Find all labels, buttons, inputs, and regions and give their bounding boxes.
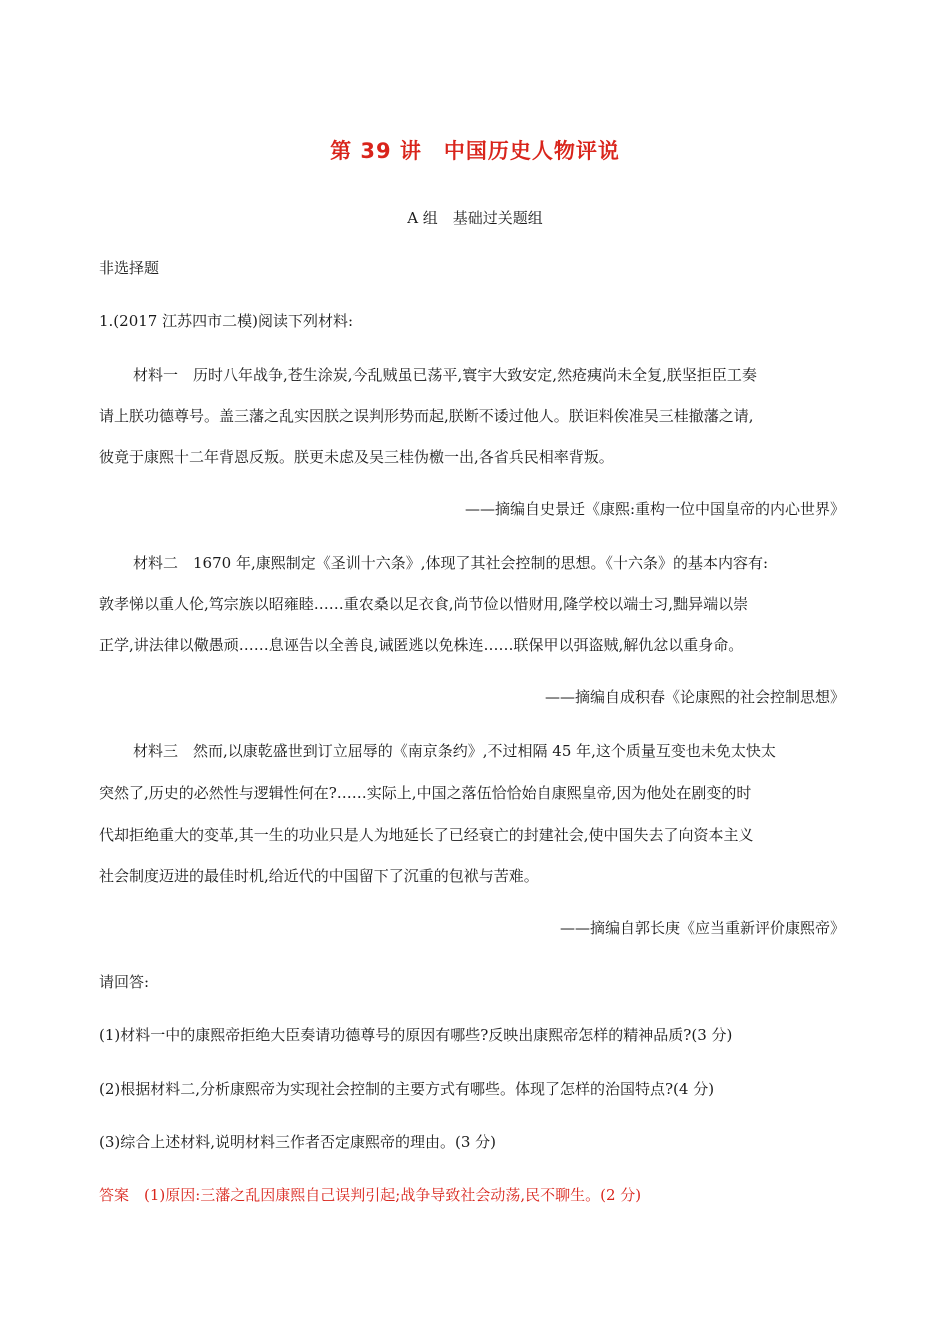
group-title: A 组 基础过关题组 xyxy=(407,209,543,227)
material3-line-3: 代却拒绝重大的变革,其一生的功业只是人为地延长了已经衰亡的封建社会,使中国失去了向资本主义 xyxy=(99,826,754,844)
section-label: 非选择题 xyxy=(99,259,160,277)
material3-line-1: 材料三 然而,以康乾盛世到订立屈辱的《南京条约》,不过相隔 45 年,这个质量互变也未免太快太 xyxy=(133,742,776,760)
material1-line-3: 彼竟于康熙十二年背恩反叛。朕更未虑及吴三桂伪檄一出,各省兵民相率背叛。 xyxy=(99,448,614,466)
page-title: 第 39 讲 中国历史人物评说 xyxy=(330,139,620,163)
question-2: (2)根据材料二,分析康熙帝为实现社会控制的主要方式有哪些。体现了怎样的治国特点?(4 分) xyxy=(99,1080,715,1098)
material2-line-3: 正学,讲法律以儆愚顽……息诬告以全善良,诫匿逃以免株连……联保甲以弭盗贼,解仇忿以重身命。 xyxy=(99,636,744,654)
material1-source: ——摘编自史景迁《康熙:重构一位中国皇帝的内心世界》 xyxy=(464,500,845,518)
question-3: (3)综合上述材料,说明材料三作者否定康熙帝的理由。(3 分) xyxy=(99,1133,497,1151)
question-1: (1)材料一中的康熙帝拒绝大臣奏请功德尊号的原因有哪些?反映出康熙帝怎样的精神品质?(3 分) xyxy=(99,1026,733,1044)
material2-source: ——摘编自成积春《论康熙的社会控制思想》 xyxy=(544,688,845,706)
material2-line-2: 敦孝悌以重人伦,笃宗族以昭雍睦……重农桑以足衣食,尚节俭以惜财用,隆学校以端士习,黜异端以崇 xyxy=(99,595,749,613)
material3-source: ——摘编自郭长庚《应当重新评价康熙帝》 xyxy=(559,919,845,937)
material1-line-1: 材料一 历时八年战争,苍生涂炭,今乱贼虽已荡平,寰宇大致安定,然疮痍尚未全复,朕坚拒臣工奏 xyxy=(133,366,757,384)
material1-line-2: 请上朕功德尊号。盖三藩之乱实因朕之误判形势而起,朕断不诿过他人。朕讵料俟准吴三桂撤藩之请, xyxy=(99,407,754,425)
answer-prompt: 请回答: xyxy=(99,973,150,991)
question-intro: 1.(2017 江苏四市二模)阅读下列材料: xyxy=(99,312,354,330)
answer-text: 答案 (1)原因:三藩之乱因康熙自己误判引起;战争导致社会动荡,民不聊生。(2 分) xyxy=(99,1186,642,1204)
material3-line-2: 突然了,历史的必然性与逻辑性何在?……实际上,中国之落伍恰恰始自康熙皇帝,因为他处在剧变的时 xyxy=(99,784,752,802)
material3-line-4: 社会制度迈进的最佳时机,给近代的中国留下了沉重的包袱与苦难。 xyxy=(99,867,539,885)
material2-line-1: 材料二 1670 年,康熙制定《圣训十六条》,体现了其社会控制的思想。《十六条》的基本内容有: xyxy=(133,554,769,572)
